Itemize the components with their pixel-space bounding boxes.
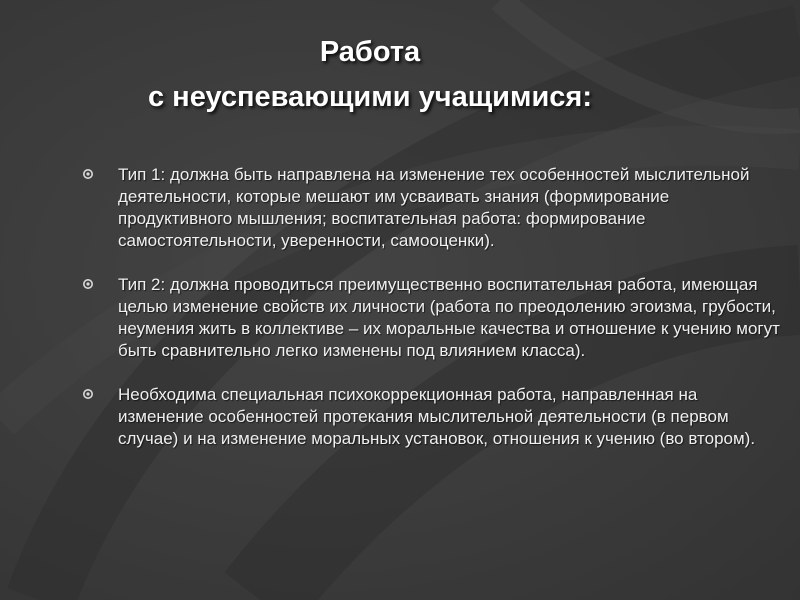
circle-bullet-icon bbox=[82, 387, 94, 401]
slide-title bbox=[0, 30, 740, 120]
circle-bullet-icon bbox=[82, 277, 94, 291]
bullet-list bbox=[82, 164, 787, 472]
title-line-1: Работа bbox=[319, 36, 421, 68]
bullet-item bbox=[82, 274, 787, 362]
bullet-text: Тип 1: должна быть направлена на изменение тех особенностей мыслительной деятельности, которые мешают им усваивать знания (формирование продуктивного мышления; воспитательная работа: формирование самостоятельности, уверенности, самооценки). bbox=[118, 165, 750, 250]
bullet-item bbox=[82, 164, 787, 252]
bullet-text: Необходима специальная психокоррекционная работа, направленная на изменение особенностей протекания мыслительной деятельности (в первом случае) и на изменение моральных установок, отношения к учению (во втором). bbox=[118, 385, 756, 448]
bullet-text: Тип 2: должна проводиться преимущественно воспитательная работа, имеющая целью изменение свойств их личности (работа по преодолению эгоизма, грубости, неумения жить в коллективе – их моральные качества и отношение к учению могут быть сравнительно легко изменены под влиянием класса). bbox=[118, 275, 780, 360]
circle-bullet-icon bbox=[82, 167, 94, 181]
title-line-2: с неуспевающими учащимися: bbox=[148, 81, 592, 113]
bullet-item bbox=[82, 384, 787, 450]
